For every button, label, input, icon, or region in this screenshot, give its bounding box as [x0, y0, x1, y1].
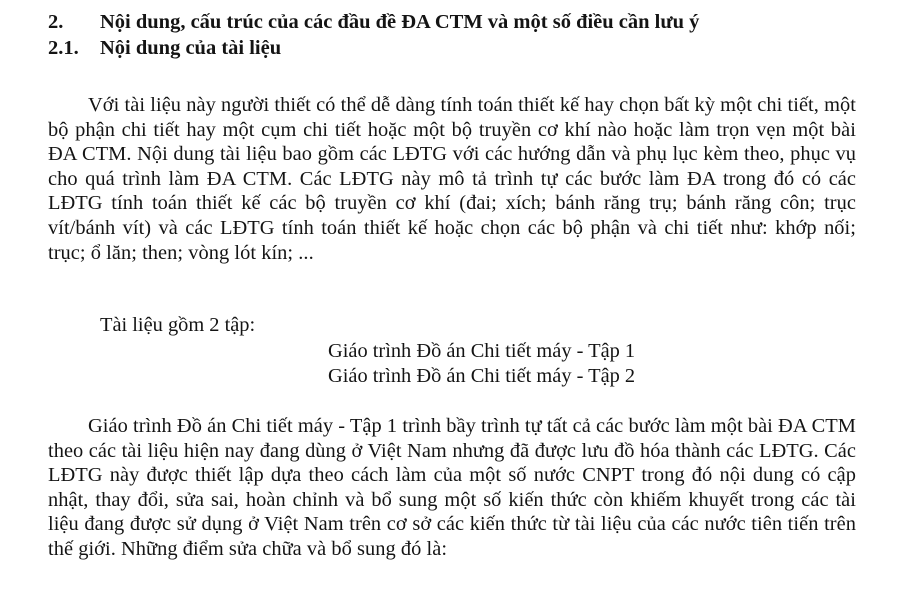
subsection-title: Nội dung của tài liệu — [100, 37, 282, 59]
volumes-intro: Tài liệu gồm 2 tập: — [100, 314, 256, 336]
section-heading — [48, 10, 699, 34]
section-number: 2. — [48, 11, 64, 33]
volume-2-title: Giáo trình Đồ án Chi tiết máy - Tập 2 — [328, 365, 636, 387]
subsection-heading — [48, 36, 281, 60]
volume-1-title: Giáo trình Đồ án Chi tiết máy - Tập 1 — [328, 340, 636, 362]
subsection-number: 2.1. — [48, 37, 79, 59]
paragraph-volume-1-description: Giáo trình Đồ án Chi tiết máy - Tập 1 trình bầy trình tự tất cả các bước làm một bài ĐA CTM theo các tài liệu hiện nay đang dùng ở Việt Nam nhưng đã được lưu đồ hóa thành các LĐTG. Các LĐTG này được thiết lập dựa theo cách làm của một số nước CNPT trong đó nội dung có cập nhật, thay đổi, sửa sai, hoàn chỉnh và bổ sung một số kiến thức còn khiếm khuyết trong các tài liệu đang được sử dụng ở Việt Nam trên cơ sở các kiến thức từ tài liệu của các nước tiên tiến trên thế giới. Những điểm sửa chữa và bổ sung đó là: — [48, 415, 856, 560]
section-title: Nội dung, cấu trúc của các đầu đề ĐA CTM và một số điều cần lưu ý — [100, 11, 700, 33]
paragraph-document-content: Với tài liệu này người thiết có thể dễ dàng tính toán thiết kế hay chọn bất kỳ một chi tiết, một bộ phận chi tiết hay một cụm chi tiết hoặc một bộ truyền cơ khí nào hoặc làm trọn vẹn một bài ĐA CTM. Nội dung tài liệu bao gồm các LĐTG với các hướng dẫn và phụ lục kèm theo, phục vụ cho quá trình làm ĐA CTM. Các LĐTG này mô tả trình tự các bước làm ĐA trong đó có các LĐTG tính toán thiết kế các bộ truyền cơ khí (đai; xích; bánh răng trụ; bánh răng côn; trục vít/bánh vít) và các LĐTG tính toán thiết kế hoặc chọn các bộ phận và chi tiết như: khớp nối; trục; ổ lăn; then; vòng lót kín; ... — [48, 94, 856, 264]
